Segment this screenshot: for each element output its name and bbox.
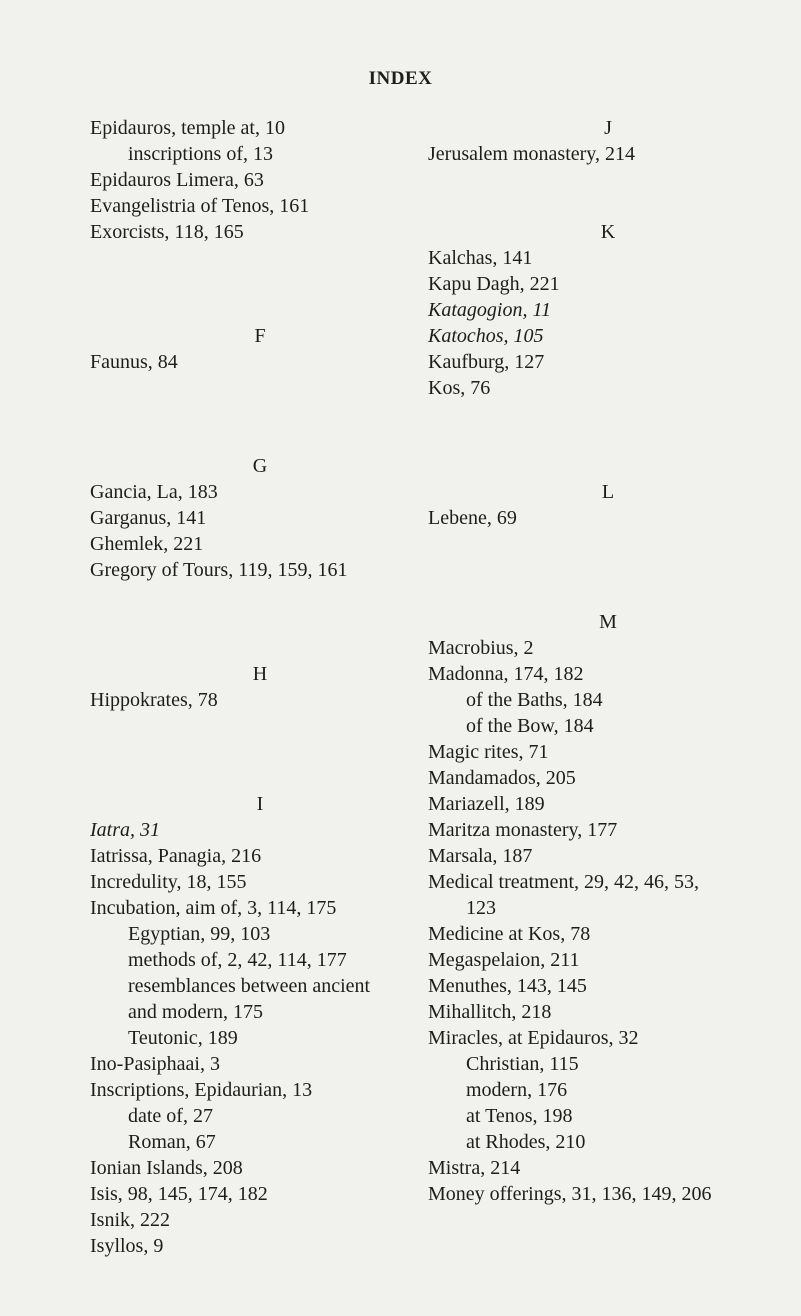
spacer [428,167,788,193]
spacer [90,609,430,635]
section-letter: K [600,221,616,243]
section-letter: F [254,325,266,347]
index-entry: Exorcists, 118, 165 [90,221,244,243]
index-subentry: resemblances between ancient [128,975,371,997]
index-subentry: and modern, 175 [128,1001,263,1023]
index-entry: Evangelistria of Tenos, 161 [90,195,310,217]
index-subentry: Egyptian, 99, 103 [128,923,271,945]
index-entry: Money offerings, 31, 136, 149, 206 [428,1183,712,1205]
index-entry: Mistra, 214 [428,1157,521,1179]
spacer [90,427,430,453]
index-entry: Maritza monastery, 177 [428,819,618,841]
spacer [90,401,430,427]
index-entry: Inscriptions, Epidaurian, 13 [90,1079,313,1101]
index-subentry: inscriptions of, 13 [128,143,273,165]
index-entry: Faunus, 84 [90,351,178,373]
index-entry: Hippokrates, 78 [90,689,218,711]
index-entry: Isyllos, 9 [90,1235,164,1257]
spacer [90,739,430,765]
section-letter: G [252,455,268,477]
index-subentry: Teutonic, 189 [128,1027,238,1049]
index-entry: Isnik, 222 [90,1209,170,1231]
index-subentry: methods of, 2, 42, 114, 177 [128,949,347,971]
index-entry: Miracles, at Epidauros, 32 [428,1027,639,1049]
index-entry: Katochos, 105 [428,325,544,347]
spacer [90,375,430,401]
index-entry: Garganus, 141 [90,507,207,529]
index-column-right [428,115,788,1207]
index-subentry: modern, 176 [466,1079,568,1101]
index-entry: Iatra, 31 [90,819,160,841]
index-entry: Medicine at Kos, 78 [428,923,591,945]
index-entry: Epidauros, temple at, 10 [90,117,285,139]
spacer [90,245,430,271]
spacer [428,557,788,583]
index-entry: Kos, 76 [428,377,491,399]
index-entry: Madonna, 174, 182 [428,663,584,685]
index-subentry: Christian, 115 [466,1053,579,1075]
section-letter: I [256,793,264,815]
index-entry: Ino-Pasiphaai, 3 [90,1053,220,1075]
index-subentry: date of, 27 [128,1105,213,1127]
spacer [90,765,430,791]
index-entry: Lebene, 69 [428,507,517,529]
spacer [428,401,788,427]
index-entry: Incubation, aim of, 3, 114, 175 [90,897,337,919]
index-entry: Incredulity, 18, 155 [90,871,247,893]
spacer [428,531,788,557]
index-subentry: of the Baths, 184 [466,689,603,711]
index-subentry: at Rhodes, 210 [466,1131,586,1153]
spacer [90,713,430,739]
index-entry: Mandamados, 205 [428,767,576,789]
index-entry: Jerusalem monastery, 214 [428,143,635,165]
index-entry: Mihallitch, 218 [428,1001,552,1023]
index-entry: Kaufburg, 127 [428,351,545,373]
spacer [90,271,430,297]
index-entry: Mariazell, 189 [428,793,545,815]
index-subentry: Roman, 67 [128,1131,216,1153]
index-entry: Macrobius, 2 [428,637,534,659]
section-letter: M [599,611,617,633]
index-entry: Medical treatment, 29, 42, 46, 53, [428,871,700,893]
index-entry: Marsala, 187 [428,845,533,867]
section-letter: J [604,117,612,139]
index-entry: Gancia, La, 183 [90,481,218,503]
page-title: INDEX [368,68,433,89]
spacer [90,635,430,661]
index-entry: Gregory of Tours, 119, 159, 161 [90,559,348,581]
section-letter: H [252,663,268,685]
index-entry: Magic rites, 71 [428,741,549,763]
index-entry: Kalchas, 141 [428,247,533,269]
index-entry: Ghemlek, 221 [90,533,204,555]
spacer [428,427,788,453]
index-entry: Katagogion, 11 [428,299,551,321]
index-entry: Kapu Dagh, 221 [428,273,560,295]
spacer [428,453,788,479]
index-entry: Epidauros Limera, 63 [90,169,264,191]
index-subentry: at Tenos, 198 [466,1105,573,1127]
section-letter: L [601,481,615,503]
index-entry: Menuthes, 143, 145 [428,975,587,997]
index-entry: Megaspelaion, 211 [428,949,580,971]
spacer [90,583,430,609]
index-subentry: of the Bow, 184 [466,715,594,737]
spacer [90,297,430,323]
index-entry: Isis, 98, 145, 174, 182 [90,1183,268,1205]
index-entry: Ionian Islands, 208 [90,1157,243,1179]
index-entry: Iatrissa, Panagia, 216 [90,845,262,867]
spacer [428,583,788,609]
index-subentry: 123 [466,897,496,919]
spacer [428,193,788,219]
index-column-left [90,115,430,1259]
